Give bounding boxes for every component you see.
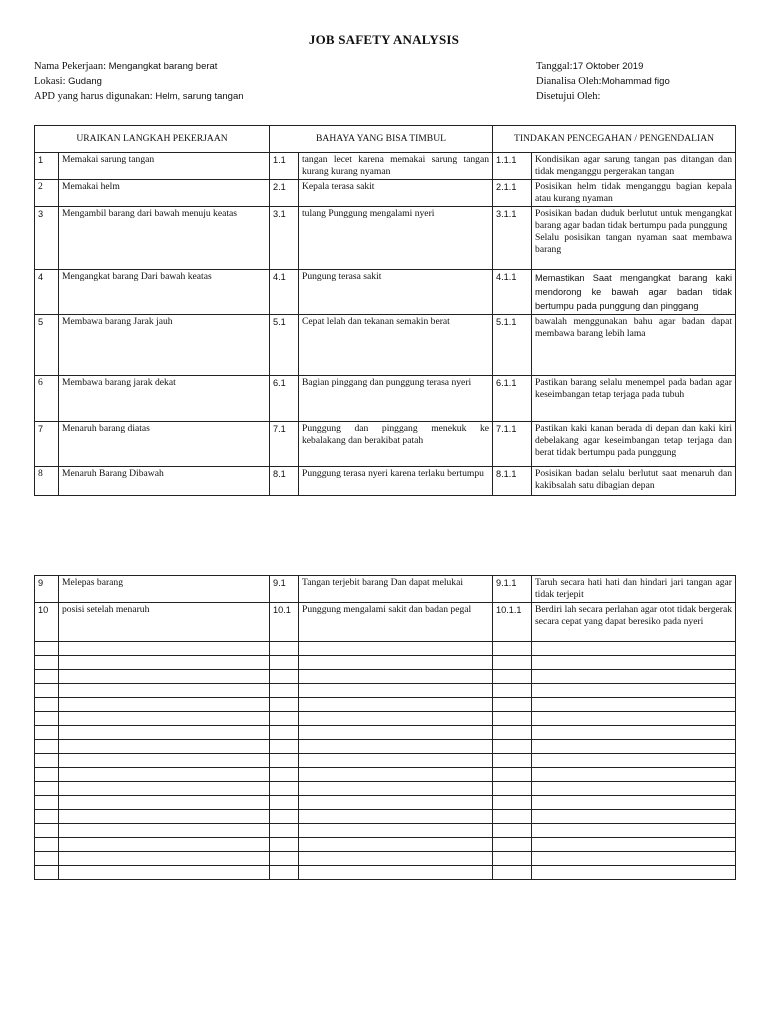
empty-cell: [532, 698, 736, 712]
empty-cell: [299, 796, 493, 810]
empty-cell: [493, 852, 532, 866]
control-number: 10.1.1: [493, 603, 532, 642]
hazard-description: tangan lecet karena memakai sarung tangan kurang kurang nyaman: [299, 153, 493, 180]
empty-cell: [59, 698, 270, 712]
empty-cell: [59, 642, 270, 656]
empty-cell: [35, 838, 59, 852]
empty-cell: [59, 838, 270, 852]
empty-row: [35, 810, 736, 824]
empty-cell: [35, 852, 59, 866]
tanggal-value: 17 Oktober 2019: [572, 61, 644, 72]
step-description: Memakai sarung tangan: [59, 153, 270, 180]
empty-row: [35, 698, 736, 712]
empty-cell: [532, 866, 736, 880]
empty-cell: [59, 712, 270, 726]
empty-cell: [35, 782, 59, 796]
empty-cell: [59, 656, 270, 670]
empty-cell: [35, 726, 59, 740]
empty-cell: [299, 698, 493, 712]
nama-pekerjaan-value: Mengangkat barang berat: [108, 61, 218, 72]
hazard-description: Punggung terasa nyeri karena terlaku bertumpu: [299, 467, 493, 496]
empty-cell: [299, 740, 493, 754]
empty-cell: [59, 670, 270, 684]
empty-cell: [59, 726, 270, 740]
lokasi-value: Gudang: [68, 76, 102, 87]
empty-cell: [532, 810, 736, 824]
empty-cell: [532, 838, 736, 852]
empty-cell: [35, 740, 59, 754]
control-description: Kondisikan agar sarung tangan pas ditangan dan tidak menganggu pergerakan tangan: [532, 153, 736, 180]
empty-cell: [493, 726, 532, 740]
empty-cell: [270, 810, 299, 824]
empty-cell: [299, 684, 493, 698]
empty-cell: [59, 782, 270, 796]
dianalisa-value: Mohammad figo: [601, 76, 670, 87]
empty-row: [35, 754, 736, 768]
empty-cell: [59, 754, 270, 768]
step-number: 6: [35, 376, 59, 422]
empty-cell: [532, 796, 736, 810]
step-number: 1: [35, 153, 59, 180]
meta-right: [536, 59, 670, 104]
step-description: Memakai helm: [59, 180, 270, 207]
empty-row: [35, 642, 736, 656]
empty-cell: [270, 670, 299, 684]
hazard-description: Punggung dan pinggang menekuk ke kebalakang dan berakibat patah: [299, 422, 493, 467]
empty-cell: [270, 698, 299, 712]
empty-cell: [493, 796, 532, 810]
empty-cell: [532, 740, 736, 754]
empty-row: [35, 782, 736, 796]
empty-row: [35, 866, 736, 880]
nama-pekerjaan: Nama Pekerjaan: Mengangkat barang berat: [34, 61, 218, 72]
hazard-number: 2.1: [270, 180, 299, 207]
meta-left: [34, 59, 244, 104]
empty-cell: [270, 684, 299, 698]
empty-row: [35, 768, 736, 782]
hazard-description: Cepat lelah dan tekanan semakin berat: [299, 315, 493, 376]
empty-cell: [299, 852, 493, 866]
empty-cell: [299, 824, 493, 838]
hazard-number: 6.1: [270, 376, 299, 422]
step-description: posisi setelah menaruh: [59, 603, 270, 642]
empty-cell: [59, 740, 270, 754]
empty-cell: [59, 768, 270, 782]
empty-cell: [299, 642, 493, 656]
empty-cell: [35, 684, 59, 698]
control-number: 3.1.1: [493, 207, 532, 270]
step-number: 9: [35, 576, 59, 603]
empty-row: [35, 796, 736, 810]
table-row: [35, 270, 736, 315]
hazard-description: Pungung terasa sakit: [299, 270, 493, 315]
empty-cell: [532, 726, 736, 740]
empty-cell: [493, 656, 532, 670]
empty-cell: [493, 684, 532, 698]
table-row: [35, 467, 736, 496]
empty-cell: [299, 866, 493, 880]
step-description: Mengangkat barang Dari bawah keatas: [59, 270, 270, 315]
apd: APD yang harus digunakan: Helm, sarung tangan: [34, 91, 244, 102]
empty-cell: [35, 754, 59, 768]
empty-row: [35, 712, 736, 726]
empty-row: [35, 684, 736, 698]
step-description: Mengambil barang dari bawah menuju keatas: [59, 207, 270, 270]
hazard-number: 1.1: [270, 153, 299, 180]
empty-cell: [493, 740, 532, 754]
document-title: JOB SAFETY ANALYSIS: [308, 32, 460, 47]
table-row: [35, 153, 736, 180]
empty-cell: [532, 656, 736, 670]
empty-cell: [35, 712, 59, 726]
table-row: [35, 180, 736, 207]
empty-cell: [493, 866, 532, 880]
empty-cell: [532, 768, 736, 782]
empty-cell: [493, 810, 532, 824]
hazard-number: 3.1: [270, 207, 299, 270]
control-description: bawalah menggunakan bahu agar badan dapat membawa barang lebih lama: [532, 315, 736, 376]
step-description: Membawa barang jarak dekat: [59, 376, 270, 422]
empty-cell: [532, 684, 736, 698]
table-row: [35, 315, 736, 376]
empty-cell: [59, 810, 270, 824]
empty-cell: [35, 768, 59, 782]
header-langkah: URAIKAN LANGKAH PEKERJAAN: [35, 126, 270, 153]
empty-cell: [493, 824, 532, 838]
empty-cell: [35, 866, 59, 880]
control-number: 1.1.1: [493, 153, 532, 180]
hazard-description: Punggung mengalami sakit dan badan pegal: [299, 603, 493, 642]
empty-cell: [59, 684, 270, 698]
empty-cell: [35, 810, 59, 824]
empty-cell: [35, 698, 59, 712]
empty-cell: [270, 852, 299, 866]
hazard-number: 10.1: [270, 603, 299, 642]
empty-cell: [35, 670, 59, 684]
empty-cell: [270, 782, 299, 796]
control-number: 5.1.1: [493, 315, 532, 376]
empty-cell: [270, 866, 299, 880]
table-row: [35, 422, 736, 467]
empty-cell: [59, 824, 270, 838]
empty-cell: [493, 670, 532, 684]
step-description: Menaruh Barang Dibawah: [59, 467, 270, 496]
empty-cell: [493, 782, 532, 796]
empty-cell: [270, 740, 299, 754]
control-description: Posisikan helm tidak menganggu bagian kepala atau kurang nyaman: [532, 180, 736, 207]
empty-cell: [270, 824, 299, 838]
control-number: 8.1.1: [493, 467, 532, 496]
empty-cell: [493, 712, 532, 726]
empty-cell: [532, 824, 736, 838]
hazard-number: 4.1: [270, 270, 299, 315]
control-description: Taruh secara hati hati dan hindari jari tangan agar tidak terjepit: [532, 576, 736, 603]
apd-value: Helm, sarung tangan: [155, 91, 244, 102]
empty-cell: [270, 642, 299, 656]
empty-cell: [270, 838, 299, 852]
empty-cell: [270, 768, 299, 782]
step-number: 8: [35, 467, 59, 496]
empty-cell: [270, 796, 299, 810]
empty-cell: [270, 656, 299, 670]
empty-row: [35, 838, 736, 852]
hazard-description: Bagian pinggang dan punggung terasa nyeri: [299, 376, 493, 422]
empty-cell: [270, 726, 299, 740]
lokasi: Lokasi: Gudang: [34, 76, 102, 87]
empty-cell: [299, 754, 493, 768]
empty-cell: [299, 838, 493, 852]
header-bahaya: BAHAYA YANG BISA TIMBUL: [270, 126, 493, 153]
control-description: Memastikan Saat mengangkat barang kaki mendorong ke bawah agar badan tidak bertumpu pada punggung dan pinggang: [532, 270, 736, 315]
tanggal: Tanggal:17 Oktober 2019: [536, 61, 644, 72]
control-number: 2.1.1: [493, 180, 532, 207]
empty-cell: [493, 642, 532, 656]
hazard-number: 7.1: [270, 422, 299, 467]
empty-cell: [299, 670, 493, 684]
empty-cell: [299, 656, 493, 670]
dianalisa-oleh: Dianalisa Oleh:Mohammad figo: [536, 76, 670, 87]
empty-row: [35, 656, 736, 670]
disetujui-oleh: Disetujui Oleh:: [536, 91, 601, 102]
table-row: [35, 207, 736, 270]
empty-cell: [35, 656, 59, 670]
empty-cell: [59, 866, 270, 880]
control-number: 7.1.1: [493, 422, 532, 467]
hazard-description: tulang Punggung mengalami nyeri: [299, 207, 493, 270]
empty-cell: [532, 670, 736, 684]
step-number: 10: [35, 603, 59, 642]
empty-cell: [35, 642, 59, 656]
step-description: Membawa barang Jarak jauh: [59, 315, 270, 376]
empty-cell: [493, 838, 532, 852]
empty-cell: [299, 782, 493, 796]
control-number: 6.1.1: [493, 376, 532, 422]
step-number: 7: [35, 422, 59, 467]
empty-cell: [532, 782, 736, 796]
empty-cell: [35, 796, 59, 810]
table-row: [35, 576, 736, 603]
hazard-description: Kepala terasa sakit: [299, 180, 493, 207]
hazard-description: Tangan terjebit barang Dan dapat melukai: [299, 576, 493, 603]
control-description: Pastikan barang selalu menempel pada badan agar keseimbangan tetap terjaga pada tubuh: [532, 376, 736, 422]
empty-cell: [270, 712, 299, 726]
control-description-extra: Selalu posisikan tangan nyaman saat membawa barang: [535, 232, 733, 255]
empty-cell: [532, 852, 736, 866]
control-description: Posisikan badan duduk berlutut untuk mengangkat barang agar badan tidak bertumpu pada punggung Selalu posisikan tangan nyaman saat membawa barang: [532, 207, 736, 270]
hazard-number: 9.1: [270, 576, 299, 603]
empty-cell: [299, 810, 493, 824]
jsa-table-main: [34, 125, 736, 496]
empty-cell: [270, 754, 299, 768]
empty-row: [35, 824, 736, 838]
empty-row: [35, 740, 736, 754]
empty-cell: [493, 754, 532, 768]
header-tindakan: TINDAKAN PENCEGAHAN / PENGENDALIAN: [493, 126, 736, 153]
empty-cell: [59, 852, 270, 866]
empty-cell: [532, 642, 736, 656]
control-description: Pastikan kaki kanan berada di depan dan kaki kiri debelakang agar keseimbangan tetap terjaga dan berat tidak bertumpu pada punggung: [532, 422, 736, 467]
step-number: 4: [35, 270, 59, 315]
jsa-table-continued: [34, 575, 736, 880]
empty-cell: [532, 754, 736, 768]
table-row: [35, 376, 736, 422]
control-number: 4.1.1: [493, 270, 532, 315]
step-number: 5: [35, 315, 59, 376]
empty-cell: [532, 712, 736, 726]
empty-row: [35, 852, 736, 866]
empty-cell: [493, 698, 532, 712]
table-row: [35, 603, 736, 642]
step-number: 2: [35, 180, 59, 207]
step-number: 3: [35, 207, 59, 270]
control-description: Berdiri lah secara perlahan agar otot tidak bergerak secara cepat yang dapat beresiko pada nyeri: [532, 603, 736, 642]
empty-cell: [299, 768, 493, 782]
empty-cell: [59, 796, 270, 810]
header-row: [35, 126, 736, 153]
empty-cell: [35, 824, 59, 838]
empty-cell: [493, 768, 532, 782]
step-description: Melepas barang: [59, 576, 270, 603]
step-description: Menaruh barang diatas: [59, 422, 270, 467]
control-number: 9.1.1: [493, 576, 532, 603]
empty-cell: [299, 712, 493, 726]
empty-cell: [299, 726, 493, 740]
empty-row: [35, 670, 736, 684]
hazard-number: 8.1: [270, 467, 299, 496]
empty-row: [35, 726, 736, 740]
hazard-number: 5.1: [270, 315, 299, 376]
control-description: Posisikan badan selalu berlutut saat menaruh dan kakibsalah satu dibagian depan: [532, 467, 736, 496]
